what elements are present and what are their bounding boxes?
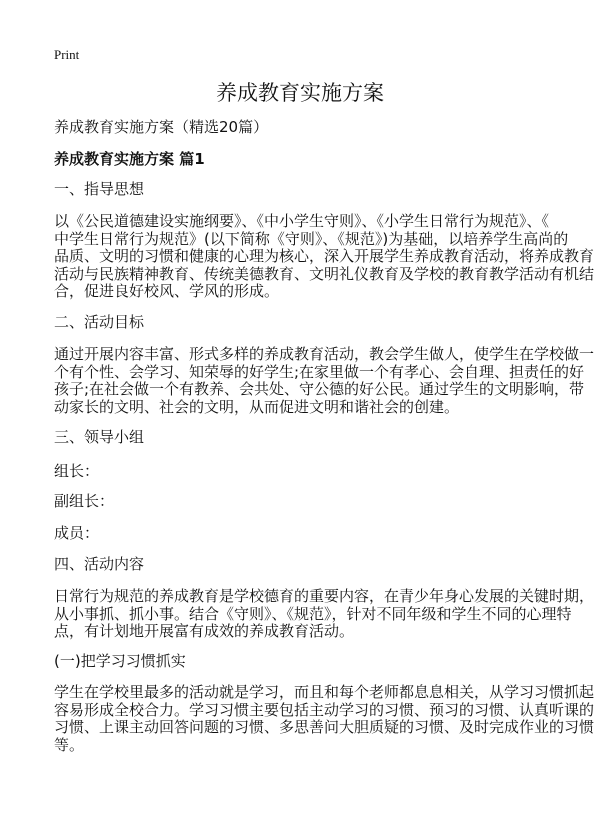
- subsection1-paragraph: [54, 683, 595, 754]
- section2-heading: 二、活动目标: [54, 313, 145, 331]
- section4-paragraph: [54, 587, 595, 641]
- text-line: 活动与民族精神教育、传统美德教育、文明礼仪教育及学校的教育教学活动有机结: [54, 264, 595, 283]
- text-line: 点，有计划地开展富有成效的养成教育活动。: [54, 622, 355, 640]
- text-line: 以《公民道德建设实施纲要》、《中小学生守则》、《小学生日常行为规范》、《: [54, 212, 550, 230]
- text-line: 学生在学校里最多的活动就是学习，而且和每个老师都息息相关，从学习习惯抓起: [54, 683, 595, 701]
- section4-heading: 四、活动内容: [54, 555, 145, 573]
- text-line: 孩子;在社会做一个有教养、会共处、守公德的好公民。通过学生的文明影响，带: [54, 380, 585, 398]
- subsection1-heading: (一)把学习习惯抓实: [54, 652, 186, 670]
- print-link[interactable]: Print: [54, 47, 80, 62]
- text-line: 容易形成全校合力。学习习惯主要包括主动学习的习惯、预习的习惯、认真听课的: [54, 700, 595, 719]
- text-line: 品质、文明的习惯和健康的心理为核心，深入开展学生养成教育活动，将养成教育: [54, 247, 595, 265]
- text-line: 习惯、上课主动回答问题的习惯、多思善问大胆质疑的习惯、及时完成作业的习惯: [54, 718, 595, 736]
- text-line: 日常行为规范的养成教育是学校德育的重要内容，在青少年身心发展的关键时期，: [54, 587, 595, 605]
- section1-paragraph: [54, 212, 595, 301]
- article-heading: 养成教育实施方案 篇1: [54, 150, 205, 168]
- section1-heading: 一、指导思想: [54, 180, 145, 198]
- text-line: 合，促进良好校风、学风的形成。: [54, 282, 280, 300]
- deputy-leader-label: 副组长：: [54, 492, 115, 510]
- text-line: 动家长的文明、社会的文明，从而促进文明和谐社会的创建。: [54, 397, 460, 416]
- members-label: 成员：: [54, 524, 100, 542]
- section2-paragraph: [54, 345, 595, 416]
- text-line: 通过开展内容丰富、形式多样的养成教育活动，教会学生做人，使学生在学校做一: [54, 345, 595, 363]
- text-line: 个有个性、会学习、知荣辱的好学生;在家里做一个有孝心、会自理、担责任的好: [54, 362, 585, 381]
- text-line: 从小事抓、抓小事。结合《守则》、《规范》，针对不同年级和学生不同的心理特: [54, 604, 572, 623]
- leader-label: 组长：: [54, 462, 100, 480]
- document-title: 养成教育实施方案: [216, 81, 384, 105]
- section3-heading: 三、领导小组: [54, 428, 145, 446]
- text-line: 等。: [54, 735, 85, 754]
- text-line: 中学生日常行为规范》(以下简称《守则》、《规范》)为基础，以培养学生高尚的: [54, 229, 569, 248]
- document-subtitle: 养成教育实施方案（精选20篇）: [54, 118, 269, 136]
